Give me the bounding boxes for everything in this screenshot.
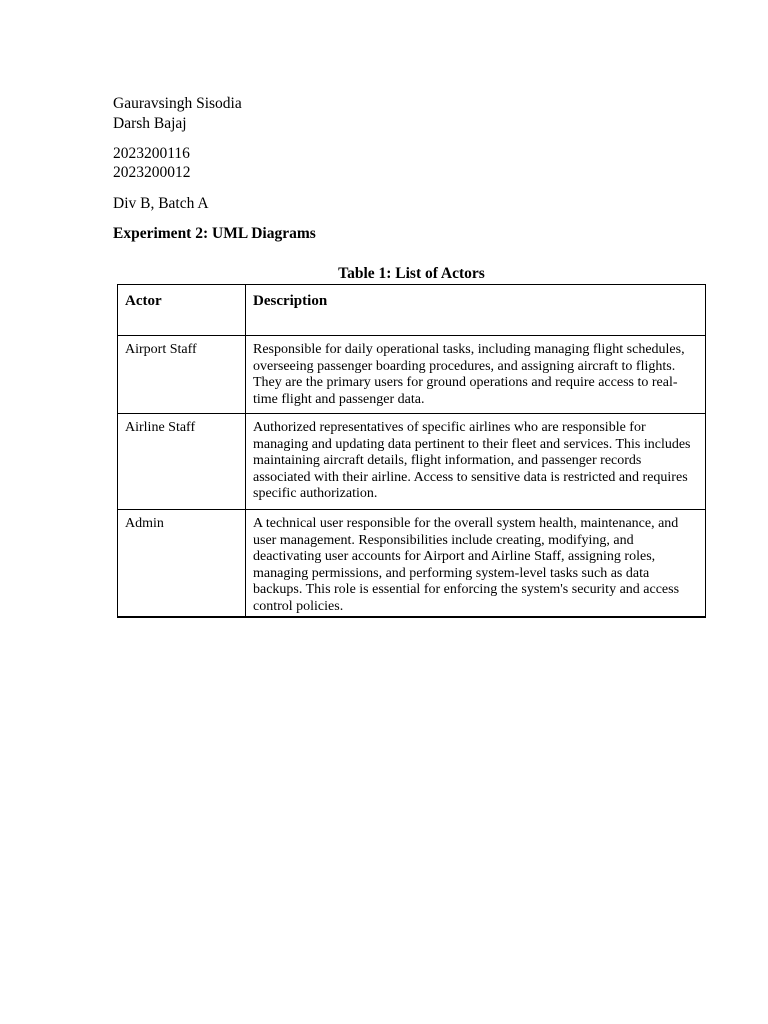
student-id-1: 2023200116 xyxy=(113,145,190,162)
header-description: Description xyxy=(246,285,706,336)
description-cell: Responsible for daily operational tasks, including managing flight schedules, overseeing passenger boarding procedures, and assigning aircraft to flights. They are the primary users for ground operations and require access to real-time flight and passenger data. xyxy=(246,336,706,414)
author-name-1: Gauravsingh Sisodia xyxy=(113,95,242,112)
description-cell: A technical user responsible for the overall system health, maintenance, and user management. Responsibilities include creating, modifying, and deactivating user accounts for Airport and Airline Staff, assigning roles, managing permissions, and performing system-level tasks such as data backups. This role is essential for enforcing the system's security and access control policies. xyxy=(246,510,706,617)
actor-cell: Airport Staff xyxy=(118,336,246,414)
division-batch: Div B, Batch A xyxy=(113,195,209,212)
table-caption: Table 1: List of Actors xyxy=(338,265,485,282)
actors-table xyxy=(117,284,706,618)
actor-cell: Airline Staff xyxy=(118,414,246,510)
student-id-2: 2023200012 xyxy=(113,164,191,181)
table-header-row xyxy=(118,285,706,336)
table-row xyxy=(118,510,706,617)
table-row xyxy=(118,414,706,510)
table-row xyxy=(118,336,706,414)
author-name-2: Darsh Bajaj xyxy=(113,115,187,132)
description-cell: Authorized representatives of specific airlines who are responsible for managing and updating data pertinent to their fleet and services. This includes maintaining aircraft details, flight information, and passenger records associated with their airline. Access to sensitive data is restricted and requires specific authorization. xyxy=(246,414,706,510)
actor-cell: Admin xyxy=(118,510,246,617)
experiment-title: Experiment 2: UML Diagrams xyxy=(113,225,316,242)
header-actor: Actor xyxy=(118,285,246,336)
